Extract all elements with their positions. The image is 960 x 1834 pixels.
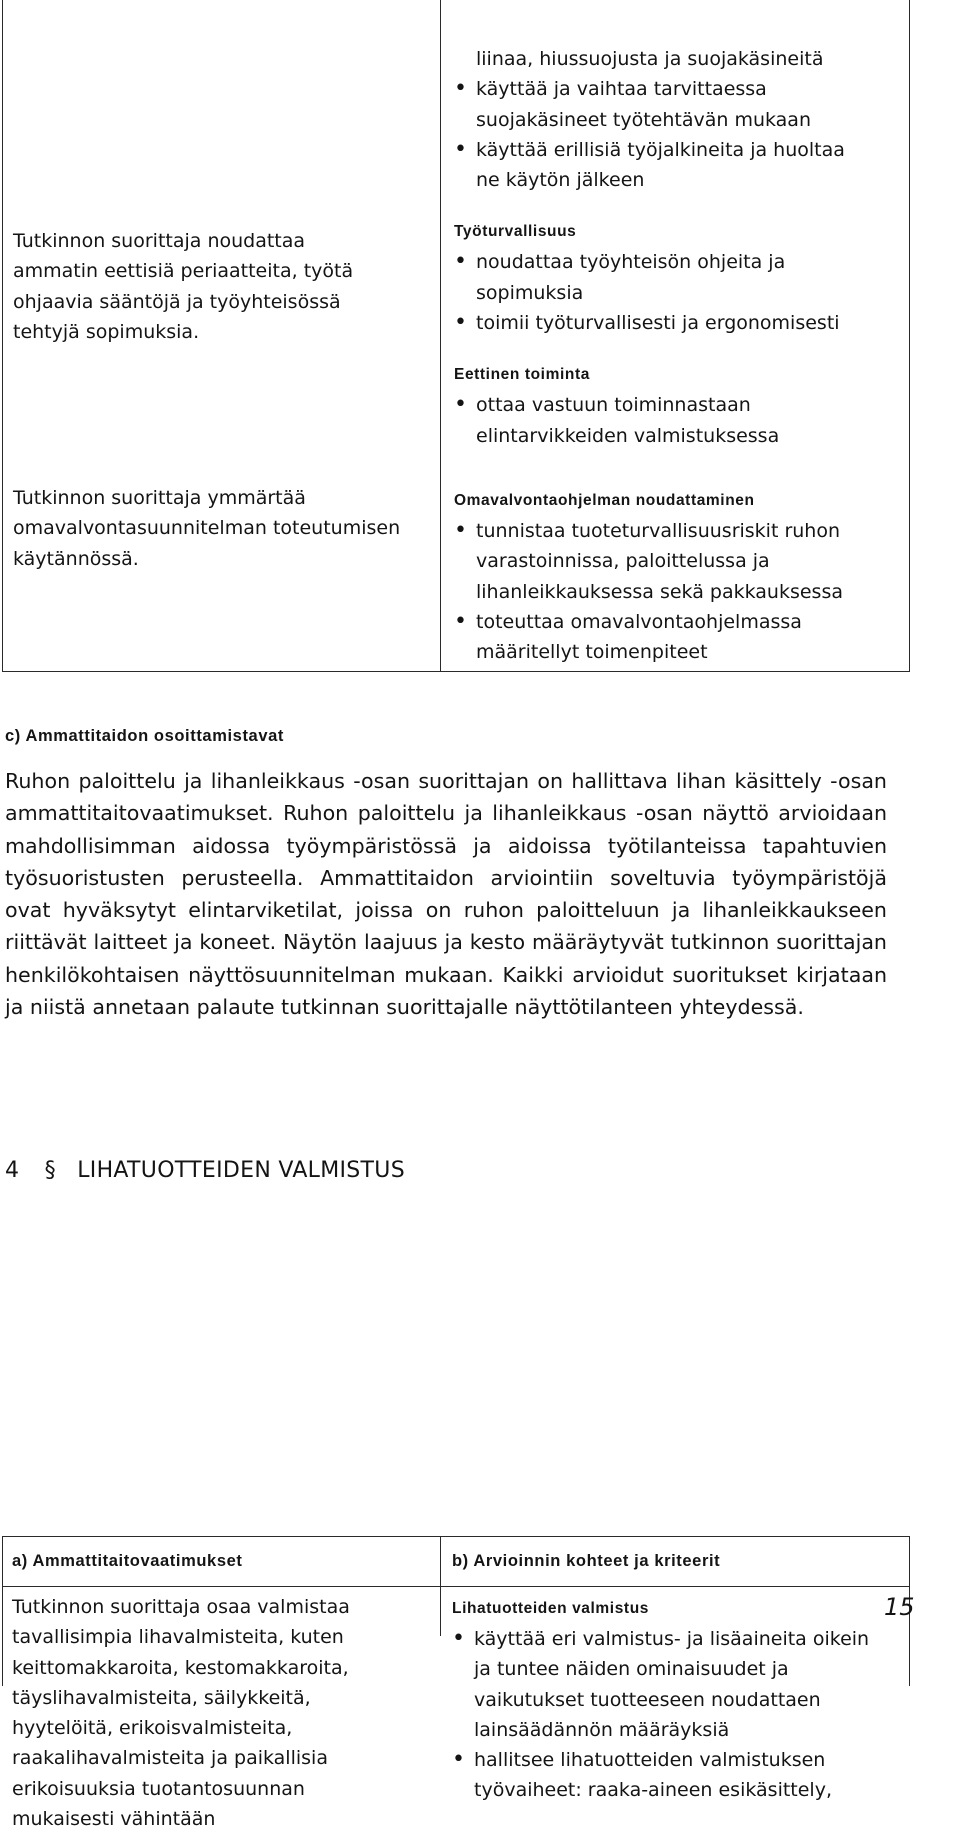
section-heading-safety: Työturvallisuus (454, 223, 577, 241)
list-item: • käyttää ja vaihtaa tarvittaessa suojakäsineet työtehtävän mukaan (454, 74, 874, 135)
list-item: • ottaa vastuun toiminnastaan elintarvikkeiden valmistuksessa (454, 390, 874, 451)
col-a-header: a) Ammattitaitovaatimukset (12, 1552, 243, 1570)
section-c-heading: c) Ammattitaidon osoittamistavat (5, 727, 284, 745)
section-heading-omavalvonta: Omavalvontaohjelman noudattaminen (454, 492, 755, 509)
section-number: 4 (5, 1158, 20, 1183)
bottom-left-text: Tutkinnon suorittaja osaa valmistaa tavallisimpia lihavalmisteita, kuten keittomakkaroita, kestomakkaroita, täyslihavalmisteita, säilykkeitä, hyytelöitä, erikoisvalmisteita, raakalihavalmisteita ja paikallisia erikoisuuksia tuotantosuunnan mukaisesti vähintään (12, 1596, 350, 1831)
row1-right-cell (454, 44, 874, 451)
bottom-right-cell (452, 1594, 872, 1806)
list-item: • noudattaa työyhteisön ohjeita ja sopimuksia (454, 247, 874, 308)
section-heading-lihatuotteet: Lihatuotteiden valmistus (452, 1600, 649, 1617)
row2-right-cell (454, 486, 874, 667)
list-item: liinaa, hiussuojusta ja suojakäsineitä (476, 48, 824, 70)
col-b-header: b) Arvioinnin kohteet ja kriteerit (452, 1552, 721, 1570)
page-number: 15 (884, 1593, 915, 1621)
list-item: • hallitsee lihatuotteiden valmistuksen työvaiheet: raaka-aineen esikäsittely, (452, 1745, 872, 1806)
section-heading-ethics: Eettinen toiminta (454, 366, 590, 384)
list-item: • käyttää erillisiä työjalkineita ja huoltaa ne käytön jälkeen (454, 135, 874, 196)
section-title: LIHATUOTTEIDEN VALMISTUS (77, 1158, 405, 1183)
row1-left-text: Tutkinnon suorittaja noudattaa ammatin eettisiä periaatteita, työtä ohjaavia sääntöjä ja työyhteisössä tehtyjä sopimuksia. (13, 230, 354, 343)
section-4-heading (5, 1158, 405, 1183)
section-symbol: § (44, 1158, 56, 1183)
list-item: • toteuttaa omavalvontaohjelmassa määritellyt toimenpiteet (454, 607, 874, 668)
list-item: • käyttää eri valmistus- ja lisäaineita oikein ja tuntee näiden ominaisuudet ja vaikutukset tuotteeseen noudattaen lainsäädännön määräyksiä (452, 1624, 872, 1745)
section-c-paragraph: Ruhon paloittelu ja lihanleikkaus -osan suorittajan on hallittava lihan käsittely -osan ammattitaitovaatimukset. Ruhon paloittelu ja lihanleikkaus -osan näyttö arvioidaan mahdollisimman aidossa työympäristössä ja aidoissa työtilanteissa tapahtuvien työsuoristusten perusteella. Ammattitaidon arviointiin soveltuvia työympäristöjä ovat hyväksytyt elintarviketilat, joissa on ruhon paloitteluun ja lihanleikkaukseen riittävät laitteet ja koneet. Näytön laajuus ja kesto määräytyvät tutkinnon suorittajan henkilökohtaisen näyttösuunnitelman mukaan. Kaikki arvioidut suoritukset kirjataan ja niistä annetaan palaute tutkinnan suorittajalle näyttötilanteen yhteydessä. (5, 769, 887, 1020)
list-item: • toimii työturvallisesti ja ergonomisesti (454, 308, 874, 338)
row2-left-text: Tutkinnon suorittaja ymmärtää omavalvontasuunnitelman toteutumisen käytännössä. (13, 487, 401, 570)
top-table-divider (440, 0, 441, 671)
list-item: • tunnistaa tuoteturvallisuusriskit ruhon varastoinnissa, paloittelussa ja lihanleikkauksessa sekä pakkauksessa (454, 516, 874, 607)
